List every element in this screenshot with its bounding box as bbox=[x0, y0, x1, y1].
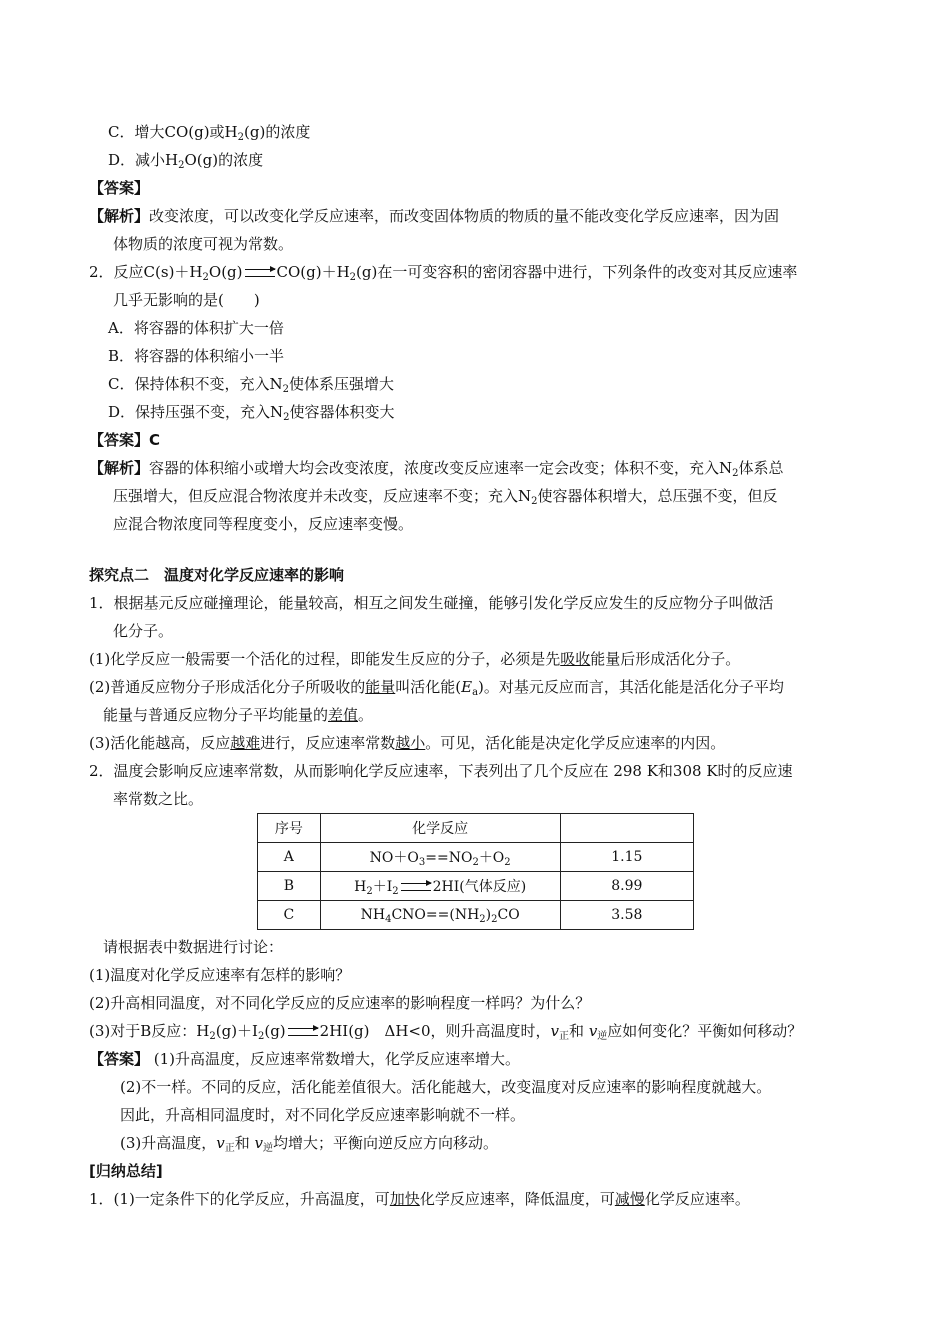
reversible-arrow-icon bbox=[288, 1028, 318, 1036]
q2-option-a: A．将容器的体积扩大一倍 bbox=[108, 319, 284, 337]
q2-analysis-line1: 【解析】容器的体积缩小或增大均会改变浓度，浓度改变反应速率一定会改变；体积不变，充入$N_2$体系总 bbox=[89, 459, 784, 479]
discussion-q1: (1)温度对化学反应速率有怎样的影响？ bbox=[89, 966, 351, 984]
table-header bbox=[560, 814, 693, 843]
discussion-q2: (2)升高相同温度，对不同化学反应的反应速率的影响程度一样吗？为什么？ bbox=[89, 994, 591, 1012]
s2-p1-line2: 化分子。 bbox=[113, 622, 174, 640]
section-title: 探究点二 温度对化学反应速率的影响 bbox=[89, 566, 345, 584]
s2-point2-line2: 能量与普通反应物分子平均能量的差值。 bbox=[103, 706, 374, 724]
q2-analysis-line3: 应混合物浓度同等程度变小，反应速率变慢。 bbox=[113, 515, 414, 533]
table-cell: $NH_4CNO==(NH_2)_2CO$ bbox=[320, 901, 560, 930]
q2-stem-line2: 几乎无影响的是( ) bbox=[113, 291, 260, 309]
q1-answer: 【答案】 bbox=[89, 179, 150, 197]
table-row bbox=[258, 901, 694, 930]
table-cell: 3.58 bbox=[560, 901, 693, 930]
discussion-intro: 请根据表中数据进行讨论： bbox=[103, 938, 284, 956]
s2-p1-line1: 1．根据基元反应碰撞理论，能量较高，相互之间发生碰撞，能够引发化学反应发生的反应物分子叫做活 bbox=[89, 594, 774, 612]
table-row bbox=[258, 872, 694, 901]
discussion-q3: (3)对于B反应：$H_2(g)+I_2(g)$ 2HI(g) ΔH<0，则升高温度时，$v_正$和 $v_逆$应如何变化？平衡如何移动？ bbox=[89, 1022, 803, 1042]
discussion-answer-2-line1: (2)不一样。不同的反应，活化能差值很大。活化能越大，改变温度对反应速率的影响程度就越大。 bbox=[120, 1078, 772, 1096]
q1-analysis-line2: 体物质的浓度可视为常数。 bbox=[113, 235, 294, 253]
rate-constant-table bbox=[257, 813, 694, 930]
q2-answer: 【答案】C bbox=[89, 431, 161, 449]
discussion-answer-2-line2: 因此，升高相同温度时，对不同化学反应速率影响就不一样。 bbox=[120, 1106, 526, 1124]
discussion-answer-1: 【答案】 (1)升高温度，反应速率常数增大，化学反应速率增大。 bbox=[89, 1050, 521, 1068]
q2-option-c: C．保持体积不变，充入$N_2$使体系压强增大 bbox=[108, 375, 394, 395]
table-header: 序号 bbox=[258, 814, 321, 843]
q2-analysis-line2: 压强增大，但反应混合物浓度并未改变，反应速率不变；充入$N_2$使容器体积增大，总压强不变，但反 bbox=[113, 487, 778, 507]
discussion-answer-3: (3)升高温度，$v_正$和 $v_逆$均增大；平衡向逆反应方向移动。 bbox=[120, 1134, 499, 1154]
s2-point2-line1: (2)普通反应物分子形成活化分子所吸收的能量叫活化能$(E_a)$。对基元反应而言，其活化能是活化分子平均 bbox=[89, 678, 784, 698]
summary-title: [归纳总结] bbox=[89, 1162, 163, 1180]
table-cell: $H_2+I_2$ 2HI(气体反应) bbox=[320, 872, 560, 901]
q2-option-d: D．保持压强不变，充入$N_2$使容器体积变大 bbox=[108, 403, 395, 423]
q2-option-b: B．将容器的体积缩小一半 bbox=[108, 347, 285, 365]
q1-analysis-line1: 【解析】改变浓度，可以改变化学反应速率，而改变固体物质的物质的量不能改变化学反应速率，因为固 bbox=[89, 207, 780, 225]
table-cell: 8.99 bbox=[560, 872, 693, 901]
table-cell: C bbox=[258, 901, 321, 930]
s2-p2-line2: 率常数之比。 bbox=[113, 790, 204, 808]
table-header-row bbox=[258, 814, 694, 843]
table-cell: 1.15 bbox=[560, 843, 693, 872]
q1-option-d: D．减小$H_2O(g)$的浓度 bbox=[108, 151, 264, 171]
reversible-arrow-icon bbox=[245, 269, 275, 277]
q2-stem-line1: 2．反应$C(s)+H_2O(g)$ $CO(g)+H_2(g)$在一可变容积的密闭容器中进行，下列条件的改变对其反应速率 bbox=[89, 263, 798, 283]
summary-line1: 1．(1)一定条件下的化学反应，升高温度，可加快化学反应速率，降低温度，可减慢化学反应速率。 bbox=[89, 1190, 750, 1208]
reversible-arrow-icon bbox=[401, 883, 431, 891]
s2-p2-line1: 2．温度会影响反应速率常数，从而影响化学反应速率，下表列出了几个反应在 298 K和308 K时的反应速 bbox=[89, 762, 793, 780]
table-cell: A bbox=[258, 843, 321, 872]
s2-point3: (3)活化能越高，反应越难进行，反应速率常数越小。可见，活化能是决定化学反应速率的内因。 bbox=[89, 734, 726, 752]
table-row bbox=[258, 843, 694, 872]
q1-option-c: C．增大CO(g)或$H_2(g)$的浓度 bbox=[108, 123, 311, 143]
s2-point1: (1)化学反应一般需要一个活化的过程，即能发生反应的分子，必须是先吸收能量后形成活化分子。 bbox=[89, 650, 741, 668]
table-header: 化学反应 bbox=[320, 814, 560, 843]
table-cell: B bbox=[258, 872, 321, 901]
table-cell: $NO+O_3==NO_2+O_2$ bbox=[320, 843, 560, 872]
